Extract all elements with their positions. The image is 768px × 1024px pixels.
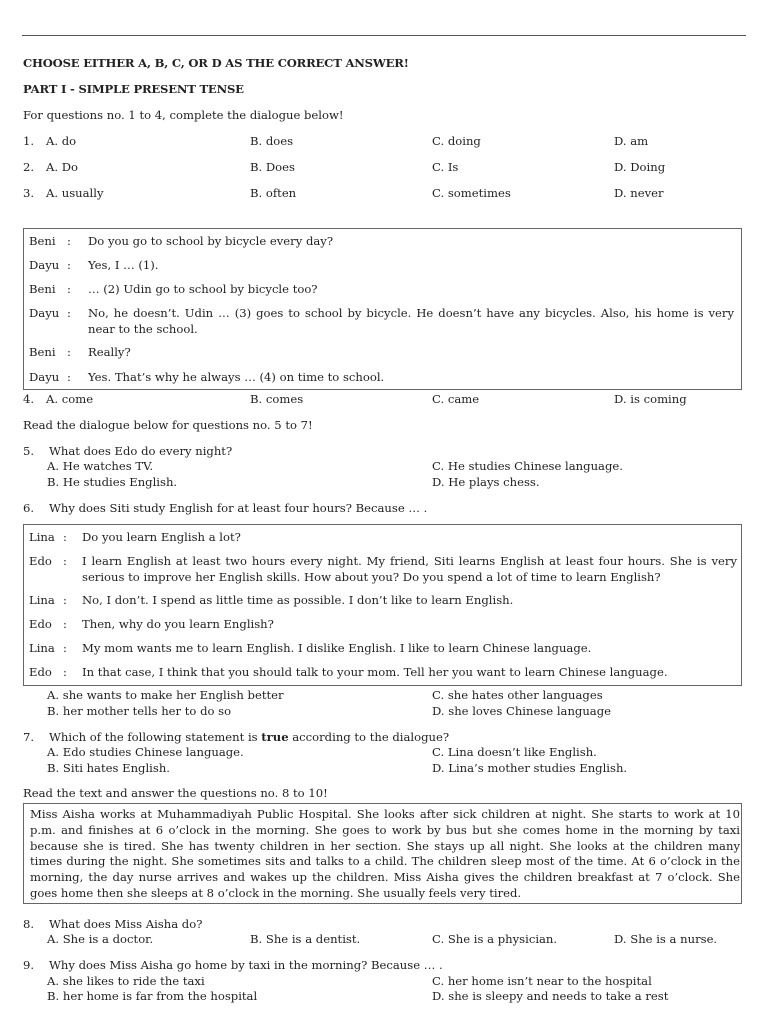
speaker-separator: : [67, 282, 71, 296]
question-1 [0, 134, 768, 150]
question-number: 5. [23, 444, 35, 458]
q8-option-a[interactable]: A. She is a doctor. [47, 932, 154, 946]
option-b[interactable]: B. Does [250, 160, 295, 174]
top-rule [22, 35, 746, 36]
speaker-separator: : [67, 258, 71, 272]
q9-option-a[interactable]: A. she likes to ride the taxi [47, 974, 205, 988]
q9-option-d[interactable]: D. she is sleepy and needs to take a rest [432, 989, 669, 1003]
speaker-name: Edo [29, 665, 52, 679]
part-heading: PART I - SIMPLE PRESENT TENSE [23, 82, 244, 96]
q8-option-c[interactable]: C. She is a physician. [432, 932, 558, 946]
dialogue-line: Then, why do you learn English? [82, 617, 274, 631]
question-6-text: Why does Siti study English for at least four hours? Because … . [49, 501, 428, 515]
option-a[interactable]: A. come [46, 392, 94, 406]
speaker-separator: : [67, 345, 71, 359]
option-a[interactable]: A. usually [46, 186, 104, 200]
q8-option-b[interactable]: B. She is a dentist. [250, 932, 361, 946]
speaker-name: Lina [29, 593, 55, 607]
speaker-name: Beni [29, 234, 56, 248]
question-7-text-pre: Which of the following statement is [49, 730, 262, 744]
q6-option-c[interactable]: C. she hates other languages [432, 688, 603, 702]
question-5-text: What does Edo do every night? [49, 444, 233, 458]
option-c[interactable]: C. Is [432, 160, 459, 174]
q7-option-d[interactable]: D. Lina’s mother studies English. [432, 761, 628, 775]
speaker-separator: : [67, 306, 71, 320]
question-number: 3. [23, 186, 35, 200]
dialogue-line: No, he doesn’t. Udin … (3) goes to school by bicycle. He doesn’t have any bicycles. Also, his home is very near to the school. [88, 306, 734, 336]
q5-option-b[interactable]: B. He studies English. [47, 475, 178, 489]
speaker-separator: : [67, 370, 71, 384]
dialogue-line: No, I don’t. I spend as little time as possible. I don’t like to learn English. [82, 593, 514, 607]
question-9-text: Why does Miss Aisha go home by taxi in the morning? Because … . [49, 958, 443, 972]
dialogue-line: Yes, I … (1). [88, 258, 159, 272]
option-d[interactable]: D. Doing [614, 160, 666, 174]
speaker-name: Beni [29, 345, 56, 359]
speaker-separator: : [63, 617, 67, 631]
dialogue-line: Do you go to school by bicycle every day? [88, 234, 334, 248]
q7-option-a[interactable]: A. Edo studies Chinese language. [47, 745, 244, 759]
dialogue-line: … (2) Udin go to school by bicycle too? [88, 282, 318, 296]
speaker-separator: : [67, 234, 71, 248]
speaker-separator: : [63, 593, 67, 607]
speaker-separator: : [63, 530, 67, 544]
intro-questions-5-7: Read the dialogue below for questions no. 5 to 7! [23, 418, 313, 432]
reading-passage: Miss Aisha works at Muhammadiyah Public Hospital. She looks after sick children at night. She starts to work at 10 p.m. and finishes at 6 o’clock in the morning. She goes to work by bus but she comes home in the morning by taxi because she is tired. She has twenty children in her section. She stays up all night. She looks at the children many times during the night. She sometimes sits and talks to a child. The children sleep most of the time. At 6 o’clock in the morning, the day nurse arrives and wakes up the children. Miss Aisha gives the children breakfast at 7 o’clock. She goes home then she sleeps at 8 o’clock in the morning. She usually feels very tired. [30, 807, 740, 900]
question-3 [0, 186, 768, 202]
q9-option-c[interactable]: C. her home isn’t near to the hospital [432, 974, 652, 988]
speaker-name: Lina [29, 641, 55, 655]
dialogue-line: I learn English at least two hours every night. My friend, Siti learns English at least four hours. She is very serious to improve her English skills. How about you? Do you spend a lot of time to learn English? [82, 554, 737, 584]
option-c[interactable]: C. sometimes [432, 186, 511, 200]
q9-option-b[interactable]: B. her home is far from the hospital [47, 989, 258, 1003]
dialogue-line: Do you learn English a lot? [82, 530, 241, 544]
q6-option-b[interactable]: B. her mother tells her to do so [47, 704, 232, 718]
option-b[interactable]: B. comes [250, 392, 304, 406]
option-d[interactable]: D. is coming [614, 392, 687, 406]
q5-option-a[interactable]: A. He watches TV. [47, 459, 154, 473]
q5-option-c[interactable]: C. He studies Chinese language. [432, 459, 623, 473]
intro-questions-1-4: For questions no. 1 to 4, complete the dialogue below! [23, 108, 344, 122]
speaker-name: Beni [29, 282, 56, 296]
dialogue-line: My mom wants me to learn English. I dislike English. I like to learn Chinese language. [82, 641, 592, 655]
question-7-text-post: according to the dialogue? [288, 730, 450, 744]
reading-passage-box [23, 803, 742, 904]
dialogue-box-1 [23, 228, 742, 390]
q7-option-c[interactable]: C. Lina doesn’t like English. [432, 745, 597, 759]
dialogue-line: Really? [88, 345, 131, 359]
intro-questions-8-10: Read the text and answer the questions no. 8 to 10! [23, 786, 328, 800]
q5-option-d[interactable]: D. He plays chess. [432, 475, 540, 489]
dialogue-line: In that case, I think that you should talk to your mom. Tell her you want to learn Chinese language. [82, 665, 668, 679]
option-a[interactable]: A. do [46, 134, 77, 148]
q8-option-d[interactable]: D. She is a nurse. [614, 932, 718, 946]
q7-option-b[interactable]: B. Siti hates English. [47, 761, 170, 775]
speaker-name: Edo [29, 617, 52, 631]
option-d[interactable]: D. am [614, 134, 649, 148]
option-b[interactable]: B. does [250, 134, 294, 148]
question-number: 9. [23, 958, 35, 972]
speaker-separator: : [63, 554, 67, 568]
q6-option-d[interactable]: D. she loves Chinese language [432, 704, 611, 718]
speaker-name: Dayu [29, 370, 60, 384]
instruction-heading: CHOOSE EITHER A, B, C, OR D AS THE CORRECT ANSWER! [23, 56, 409, 70]
question-number: 7. [23, 730, 35, 744]
option-d[interactable]: D. never [614, 186, 664, 200]
question-number: 6. [23, 501, 35, 515]
question-4 [0, 392, 768, 408]
dialogue-line: Yes. That’s why he always … (4) on time to school. [88, 370, 385, 384]
question-8-text: What does Miss Aisha do? [49, 917, 203, 931]
dialogue-box-2 [23, 524, 742, 686]
option-b[interactable]: B. often [250, 186, 297, 200]
speaker-name: Lina [29, 530, 55, 544]
speaker-name: Dayu [29, 258, 60, 272]
q6-option-a[interactable]: A. she wants to make her English better [47, 688, 284, 702]
option-c[interactable]: C. came [432, 392, 480, 406]
question-2 [0, 160, 768, 176]
question-number: 2. [23, 160, 35, 174]
option-c[interactable]: C. doing [432, 134, 481, 148]
question-7-text [49, 730, 449, 744]
question-number: 4. [23, 392, 35, 406]
option-a[interactable]: A. Do [46, 160, 79, 174]
speaker-name: Dayu [29, 306, 60, 320]
speaker-name: Edo [29, 554, 52, 568]
question-7-keyword: true [261, 730, 289, 744]
speaker-separator: : [63, 641, 67, 655]
question-number: 8. [23, 917, 35, 931]
question-number: 1. [23, 134, 35, 148]
speaker-separator: : [63, 665, 67, 679]
